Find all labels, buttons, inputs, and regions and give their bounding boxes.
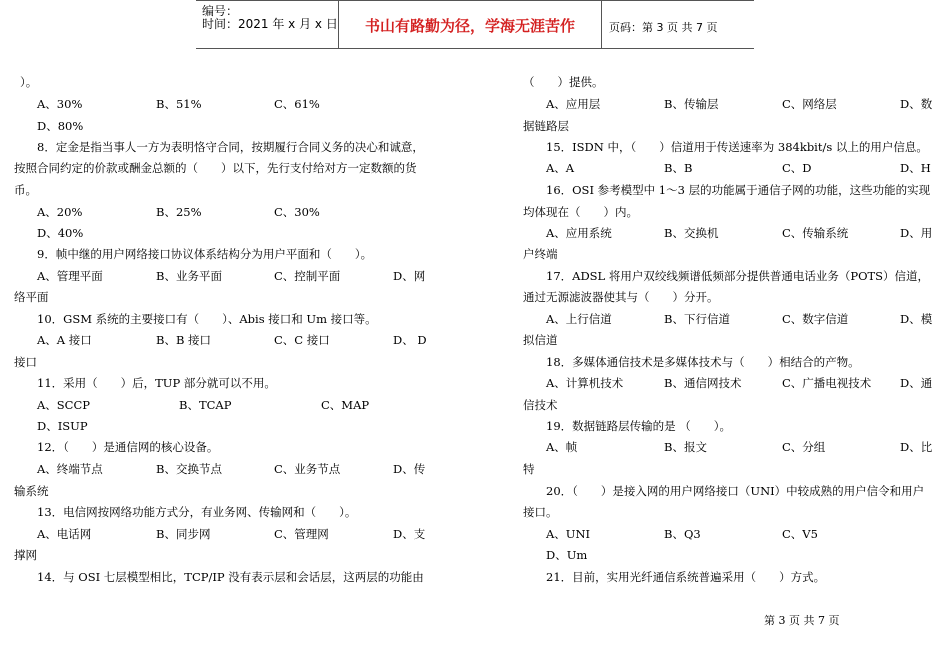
question-text: 20．（ ）是接入网的用户网络接口（UNI）中较成熟的用户信令和用户	[546, 484, 925, 498]
option-d: D、数	[900, 97, 933, 111]
option-d-continued: 拟信道	[523, 333, 558, 347]
option-a: A、应用系统	[546, 226, 612, 240]
text-line: ）。	[20, 75, 38, 89]
question-text: 通过无源滤波器使其与（ ）分开。	[523, 290, 719, 304]
question-text: 18．多媒体通信技术是多媒体技术与（ ）相结合的产物。	[546, 355, 860, 369]
option-c: C、D	[782, 161, 812, 175]
option-a: A、SCCP	[37, 398, 91, 412]
option-d-continued: 络平面	[14, 290, 49, 304]
page-header	[196, 0, 754, 49]
option-b: B、51%	[156, 97, 202, 111]
option-d-continued: 信技术	[523, 398, 558, 412]
option-c: C、分组	[782, 440, 826, 454]
option-a: A、电话网	[37, 527, 92, 541]
option-d-continued: 撑网	[14, 548, 37, 562]
option-d: D、用	[900, 226, 933, 240]
option-b: B、业务平面	[156, 269, 222, 283]
question-text: 币。	[14, 183, 37, 197]
option-b: B、交换节点	[156, 462, 222, 476]
option-d: D、ISUP	[37, 419, 88, 433]
text-line: （ ）提供。	[523, 75, 604, 89]
option-a: A、30%	[37, 97, 83, 111]
option-b: B、B	[664, 161, 693, 175]
option-c: C、30%	[274, 205, 320, 219]
option-b: B、25%	[156, 205, 202, 219]
option-d: D、H	[900, 161, 931, 175]
option-a: A、UNI	[546, 527, 591, 541]
question-text: 12．（ ）是通信网的核心设备。	[37, 440, 219, 454]
option-d-continued: 户终端	[523, 247, 558, 261]
option-d: D、通	[900, 376, 933, 390]
option-a: A、应用层	[546, 97, 601, 111]
option-a: A、计算机技术	[546, 376, 624, 390]
option-b: B、下行信道	[664, 312, 730, 326]
question-text: 16．OSI 参考模型中 1～3 层的功能属于通信子网的功能，这些功能的实现	[546, 183, 931, 197]
option-c: C、C 接口	[274, 333, 330, 347]
doc-code-label: 编号：	[202, 4, 239, 18]
header-middle-cell	[338, 1, 602, 48]
option-c: C、传输系统	[782, 226, 849, 240]
option-d: D、传	[393, 462, 426, 476]
option-a: A、A	[546, 161, 575, 175]
question-text: 14．与 OSI 七层模型相比，TCP/IP 没有表示层和会话层，这两层的功能由	[37, 570, 424, 584]
option-c: C、MAP	[321, 398, 370, 412]
option-d: D、模	[900, 312, 933, 326]
option-c: C、广播电视技术	[782, 376, 872, 390]
option-d: D、Um	[546, 548, 588, 562]
doc-time-label: 时间：2021 年 x 月 x 日	[202, 17, 338, 31]
option-d-continued: 特	[523, 462, 535, 476]
question-text: 均体现在（ ）内。	[523, 205, 638, 219]
option-d: D、比	[900, 440, 933, 454]
option-b: B、通信网技术	[664, 376, 742, 390]
option-a: A、20%	[37, 205, 83, 219]
option-c: C、数字信道	[782, 312, 849, 326]
question-text: 11．采用（ ）后，TUP 部分就可以不用。	[37, 376, 276, 390]
question-text: 13．电信网按网络功能方式分，有业务网、传输网和（ ）。	[37, 505, 357, 519]
option-b: B、B 接口	[156, 333, 212, 347]
option-c: C、V5	[782, 527, 818, 541]
question-text: 19．数据链路层传输的是 （ ）。	[546, 419, 732, 433]
option-c: C、业务节点	[274, 462, 341, 476]
option-a: A、终端节点	[37, 462, 103, 476]
option-a: A、A 接口	[37, 333, 92, 347]
option-d: D、80%	[37, 119, 84, 133]
option-c: C、网络层	[782, 97, 837, 111]
option-b: B、TCAP	[179, 398, 232, 412]
question-text: 10．GSM 系统的主要接口有（ ）、Abis 接口和 Um 接口等。	[37, 312, 377, 326]
question-text: 15．ISDN 中，（ ）信道用于传送速率为 384kbit/s 以上的用户信息。	[546, 140, 928, 154]
question-text: 8．定金是指当事人一方为表明恪守合同，按期履行合同义务的决心和诚意，	[37, 140, 424, 154]
option-b: B、Q3	[664, 527, 701, 541]
option-b: B、同步网	[156, 527, 211, 541]
option-b: B、传输层	[664, 97, 719, 111]
option-a: A、上行信道	[546, 312, 612, 326]
option-a: A、帧	[546, 440, 578, 454]
option-b: B、报文	[664, 440, 707, 454]
header-right-cell	[601, 1, 754, 48]
option-c: C、61%	[274, 97, 320, 111]
question-text: 17．ADSL 将用户双绞线频谱低频部分提供普通电话业务（POTS）信道，	[546, 269, 930, 283]
question-text: 21．目前，实用光纤通信系统普遍采用（ ）方式。	[546, 570, 826, 584]
option-d: D、网	[393, 269, 426, 283]
page-footer: 第 3 页 共 7 页	[764, 614, 840, 627]
option-d: D、 D	[393, 333, 427, 347]
option-d: D、支	[393, 527, 426, 541]
header-left-cell	[196, 1, 338, 48]
header-motto: 书山有路勤为径，学海无涯苦作	[364, 17, 575, 35]
header-page-info: 页码：第 3 页 共 7 页	[609, 21, 718, 34]
question-text: 9．帧中继的用户网络接口协议体系结构分为用户平面和（ ）。	[37, 247, 373, 261]
question-text: 按照合同约定的价款或酬金总额的（ ）以下，先行支付给对方一定数额的货	[14, 161, 417, 175]
option-a: A、管理平面	[37, 269, 103, 283]
question-text: 接口。	[523, 505, 558, 519]
option-d-continued: 输系统	[14, 484, 49, 498]
option-c: C、管理网	[274, 527, 329, 541]
option-b: B、交换机	[664, 226, 719, 240]
option-d-continued: 据链路层	[523, 119, 569, 133]
option-c: C、控制平面	[274, 269, 341, 283]
option-d-continued: 接口	[14, 355, 37, 369]
option-d: D、40%	[37, 226, 84, 240]
